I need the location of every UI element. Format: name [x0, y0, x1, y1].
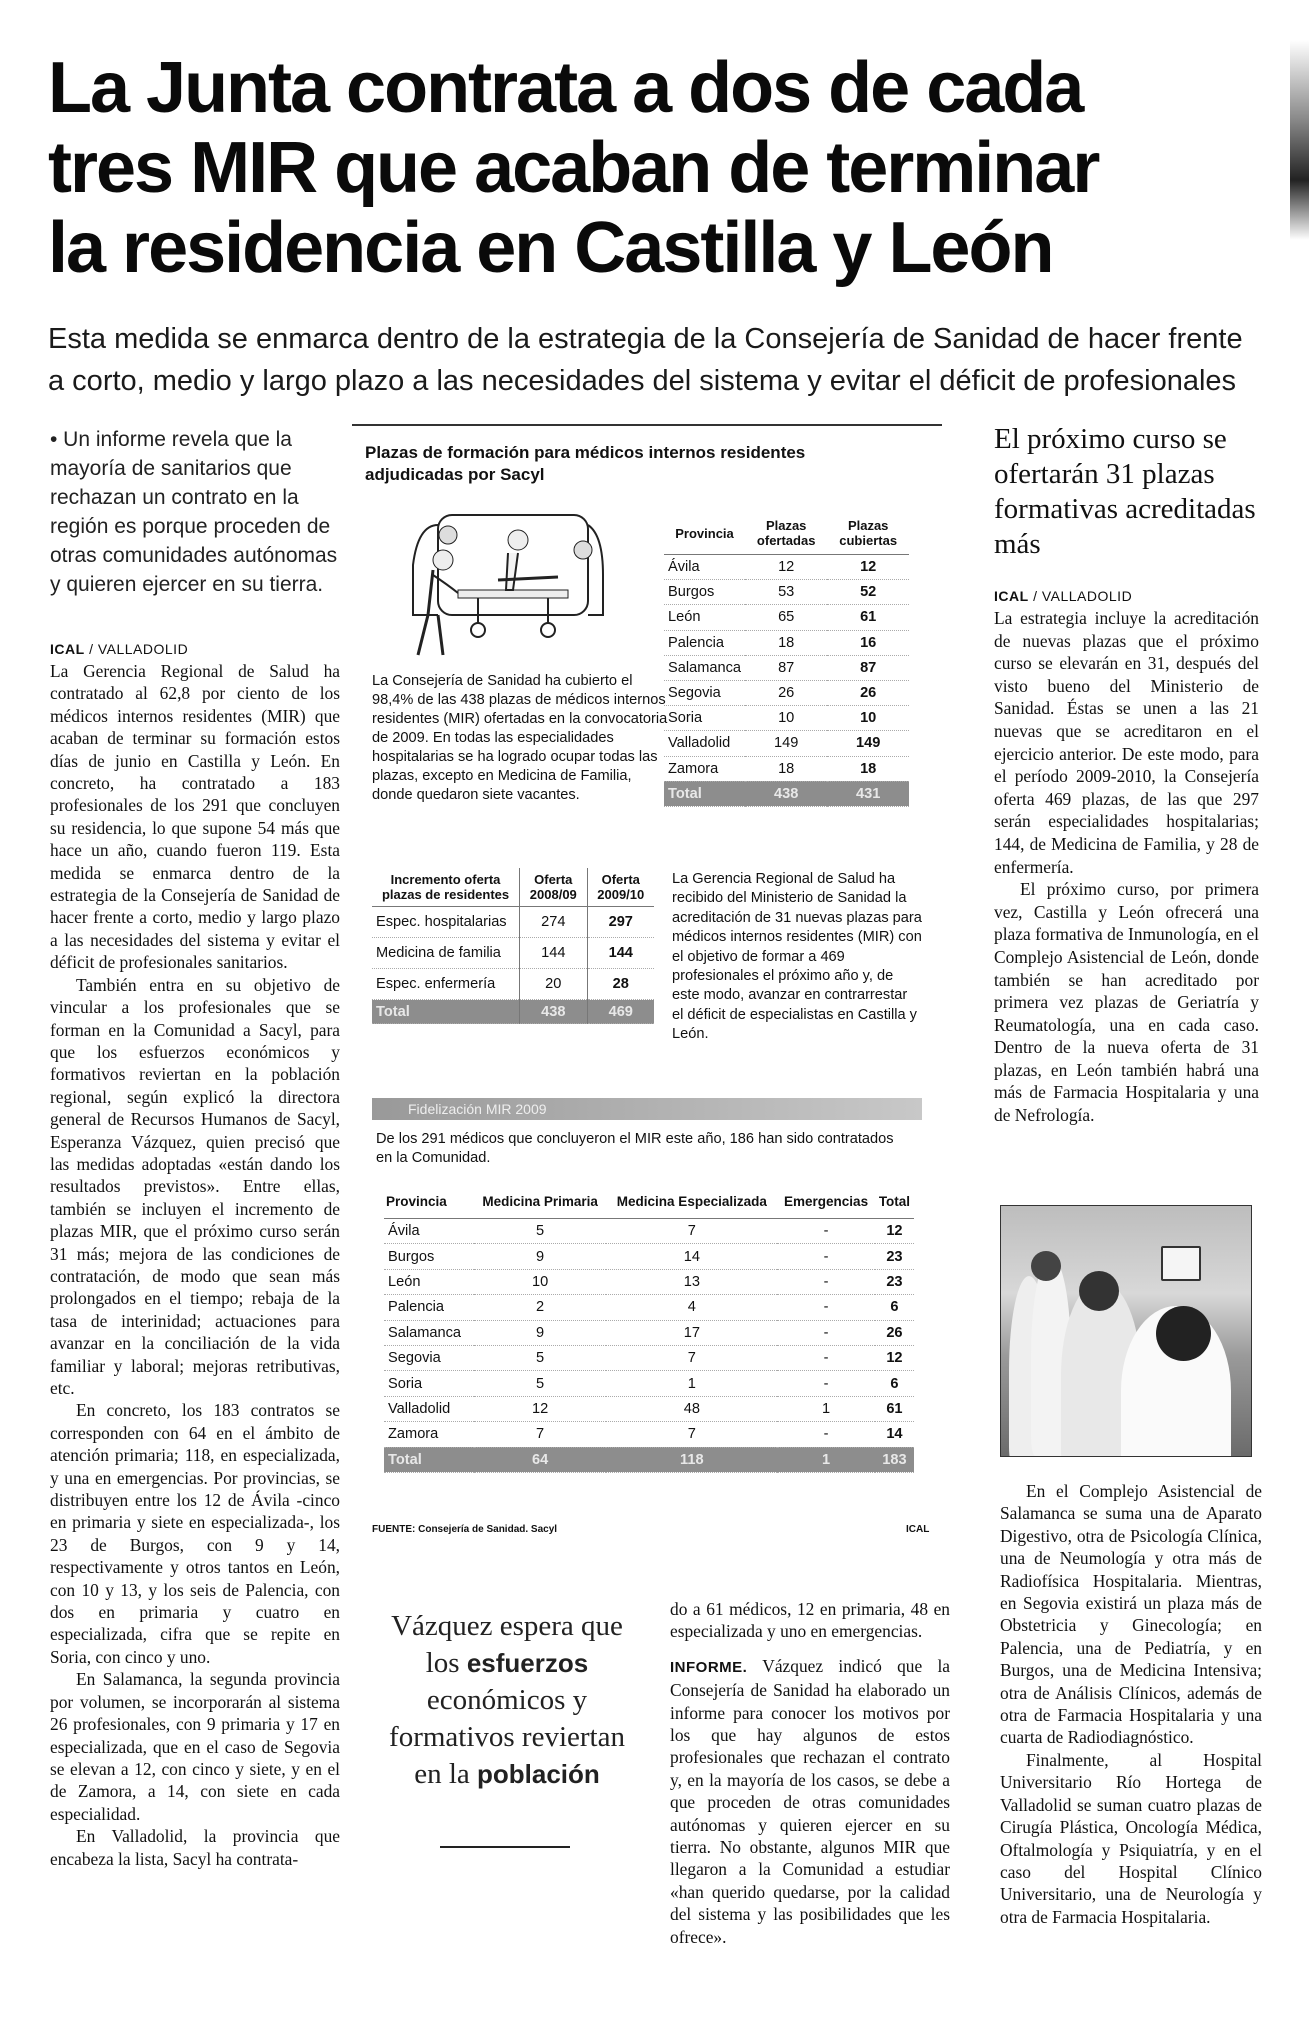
subheadline-line-2: a corto, medio y largo plazo a las necesidades del sistema y evitar el déficit de profesionales: [48, 365, 1237, 397]
sidebar-headline: El próximo curso se ofertarán 31 plazas formativas acreditadas más: [994, 423, 1256, 560]
table-row: [384, 1345, 914, 1370]
table-row: [372, 969, 654, 1000]
byline-agency: ICAL: [50, 641, 85, 657]
headline-line-3: la residencia en Castilla y León: [48, 208, 1053, 288]
total-cell: 1: [777, 1447, 875, 1472]
table-row: [664, 655, 909, 680]
total-cell: 469: [587, 1000, 654, 1024]
table-cell: 149: [827, 731, 909, 756]
row-label: Segovia: [384, 1345, 474, 1370]
table-plazas-por-provincia: [664, 512, 909, 807]
table-cell: 6: [875, 1295, 914, 1320]
column-header: Emergencias: [777, 1186, 875, 1219]
total-cell: 438: [520, 1000, 587, 1024]
table-row: [372, 938, 654, 969]
pull-quote: [372, 1608, 642, 1793]
table-cell: 18: [745, 756, 827, 781]
table-cell: 61: [827, 605, 909, 630]
article-column-1: [50, 425, 340, 1870]
table-total-row: [384, 1447, 914, 1472]
table-cell: 1: [606, 1371, 777, 1396]
table-cell: 28: [587, 969, 654, 1000]
table-cell: 18: [827, 756, 909, 781]
table-cell: 144: [520, 938, 587, 969]
table-cell: -: [777, 1244, 875, 1269]
row-label: Valladolid: [664, 731, 745, 756]
total-cell: 118: [606, 1447, 777, 1472]
row-label: Burgos: [384, 1244, 474, 1269]
subheadline-line-1: Esta medida se enmarca dentro de la estrategia de la Consejería de Sanidad de hacer frente: [48, 323, 1243, 355]
row-label: Salamanca: [384, 1320, 474, 1345]
table-row: [384, 1422, 914, 1447]
row-label: Ávila: [664, 555, 745, 580]
headline: [48, 48, 1248, 288]
table-cell: 23: [875, 1269, 914, 1294]
table-cell: 10: [474, 1269, 607, 1294]
column-header: Oferta 2008/09: [520, 868, 587, 907]
column-header: Plazas ofertadas: [745, 512, 827, 555]
table-header-row: [664, 512, 909, 555]
table-cell: 23: [875, 1244, 914, 1269]
total-label: Total: [664, 781, 745, 806]
row-label: Segovia: [664, 680, 745, 705]
paragraph: El próximo curso, por primera vez, Castilla y León ofrecerá una plaza formativa de Inmunología, en el Complejo Asistencial de León, donde también se han acreditado por primera vez plazas de Geriatría y Reumatología, una en cada caso. Dentro de la nueva oferta de 31 plazas, en León también habrá una más de Farmacia Hospitalaria y una de Nefrología.: [994, 879, 1259, 1126]
table-cell: 144: [587, 938, 654, 969]
table-header-row: [372, 868, 654, 907]
infographic-text-contracts: De los 291 médicos que concluyeron el MIR este año, 186 han sido contratados en la Comunidad.: [376, 1131, 894, 1166]
table-cell: 87: [745, 655, 827, 680]
paragraph-text: Vázquez indicó que la Consejería de Sanidad ha elaborado un informe para conocer los motivos por los que hay algunos de estos profesionales que rechazan el contrato y, en la mayoría de los casos, se debe a que proceden de otras comunidades autónomas y quieren ejercer en su tierra. No obstante, algunos MIR que llegaron a la Comunidad a estudiar «han querido quedarse, por la calidad del sistema y las posibilidades que les ofrece».: [670, 1655, 950, 1947]
article-body: [50, 660, 340, 1870]
row-label: Espec. enfermería: [372, 969, 520, 1000]
table-cell: 12: [875, 1345, 914, 1370]
table-cell: 12: [875, 1219, 914, 1244]
infographic-title: Plazas de formación para médicos internos residentes adjudicadas por Sacyl: [365, 443, 806, 484]
article-column-3: [994, 422, 1259, 1127]
row-label: Valladolid: [384, 1396, 474, 1421]
column-header: Medicina Especializada: [606, 1186, 777, 1219]
headline-line-1: La Junta contrata a dos de cada: [48, 48, 1083, 128]
table-cell: 9: [474, 1244, 607, 1269]
table-contratos-por-provincia: [384, 1186, 914, 1473]
table-cell: 12: [745, 555, 827, 580]
byline-place: / VALLADOLID: [1033, 588, 1133, 604]
table-cell: 7: [606, 1219, 777, 1244]
table-cell: 10: [745, 706, 827, 731]
paragraph: do a 61 médicos, 12 en primaria, 48 en especializada y uno en emergencias.: [670, 1599, 950, 1642]
table-cell: 48: [606, 1396, 777, 1421]
pull-quote-emphasis: población: [477, 1759, 600, 1789]
paragraph: En concreto, los 183 contratos se corresponden con 64 en el ámbito de atención primaria; 118, en especializada, y una en emergencias. Por provincias, se distribuyen entre los 12 de Ávila -cinco en primaria y siete en especializada-, los 23 de Burgos, con 9 y 14, respectivamente y otros tantos en León, con 10 y 13, y los seis de Palencia, con dos en primaria y cuatro en especializada, cifra que se repite en Soria, con cinco y uno.: [50, 1400, 340, 1667]
table-cell: 2: [474, 1295, 607, 1320]
table-cell: 5: [474, 1219, 607, 1244]
row-label: León: [384, 1269, 474, 1294]
table-row: [664, 680, 909, 705]
table-row: [384, 1320, 914, 1345]
table-cell: 4: [606, 1295, 777, 1320]
table-cell: -: [777, 1269, 875, 1294]
paragraph: En Salamanca, la segunda provincia por volumen, se incorporarán al sistema 26 profesionales, con 9 primaria y 17 en especializada, que en el caso de Segovia se elevan a 12, con cinco y siete, y en el de Zamora, a 14, con siete en cada especialidad.: [50, 1669, 340, 1824]
table-cell: 26: [875, 1320, 914, 1345]
table-cell: 61: [875, 1396, 914, 1421]
table-cell: 12: [827, 555, 909, 580]
row-label: Burgos: [664, 580, 745, 605]
table-row: [384, 1269, 914, 1294]
table-total-row: [372, 1000, 654, 1024]
table-row: [664, 630, 909, 655]
table-cell: -: [777, 1422, 875, 1447]
subheadline: [48, 318, 1268, 402]
table-row: [664, 555, 909, 580]
table-cell: 65: [745, 605, 827, 630]
table-total-row: [664, 781, 909, 806]
table-cell: 16: [827, 630, 909, 655]
total-label: Total: [384, 1447, 474, 1472]
paragraph: También entra en su objetivo de vincular a los profesionales que se forman en la Comunidad a Sacyl, para que los esfuerzos económicos y formativos reviertan en la población regional, según explicó la directora general de Recursos Humanos de Sacyl, Esperanza Vázquez, quien precisó que las medidas adoptadas «están dando los resultados previstos». Entre ellas, también se incluyen el incremento de plazas MIR, que el próximo curso serán 31 más; mejora de las condiciones de contratación, de modo que sean más prolongados en el tiempo; rebaja de la tasa de interinidad; actuaciones para avanzar en la conciliación de la vida familiar y laboral; mejoras retributivas, etc.: [50, 974, 340, 1398]
table-row: [664, 605, 909, 630]
table-cell: 10: [827, 706, 909, 731]
table-cell: 13: [606, 1269, 777, 1294]
graphic-agency-credit: ICAL: [906, 1524, 930, 1535]
doctors-photo: [1000, 1205, 1252, 1457]
column-header: Oferta 2009/10: [587, 868, 654, 907]
table-incremento-oferta: [372, 868, 654, 1024]
total-cell: 183: [875, 1447, 914, 1472]
column-header: Total: [875, 1186, 914, 1219]
adjacent-page-edge: [1290, 40, 1309, 240]
pull-quote-emphasis: esfuerzos: [466, 1648, 589, 1678]
lead-summary: • Un informe revela que la mayoría de sanitarios que rechazan un contrato en la región es porque proceden de otras comunidades autónomas y quieren ejercer en su tierra.: [50, 428, 338, 596]
table-cell: 149: [745, 731, 827, 756]
source-credit: FUENTE: Consejería de Sanidad. Sacyl: [372, 1524, 558, 1535]
row-label: Palencia: [664, 630, 745, 655]
row-label: Ávila: [384, 1219, 474, 1244]
table-row: [384, 1295, 914, 1320]
row-label: Palencia: [384, 1295, 474, 1320]
table-row: [664, 580, 909, 605]
total-cell: 438: [745, 781, 827, 806]
table-row: [384, 1219, 914, 1244]
table-cell: 7: [606, 1345, 777, 1370]
table-cell: 26: [745, 680, 827, 705]
row-label: Espec. hospitalarias: [372, 907, 520, 938]
table-cell: 26: [827, 680, 909, 705]
paragraph: En Valladolid, la provincia que encabeza la lista, Sacyl ha contrata-: [50, 1826, 340, 1869]
table-cell: 5: [474, 1345, 607, 1370]
table-cell: -: [777, 1295, 875, 1320]
table-cell: -: [777, 1320, 875, 1345]
article-column-2: [670, 1598, 950, 1948]
row-label: Zamora: [664, 756, 745, 781]
table-cell: 5: [474, 1371, 607, 1396]
table-cell: -: [777, 1371, 875, 1396]
table-row: [664, 706, 909, 731]
table-cell: 12: [474, 1396, 607, 1421]
column-header: Plazas cubiertas: [827, 512, 909, 555]
article-body: [1000, 1480, 1262, 1928]
row-label: Soria: [664, 706, 745, 731]
row-label: León: [664, 605, 745, 630]
table-cell: 18: [745, 630, 827, 655]
paragraph: En el Complejo Asistencial de Salamanca se suma una de Aparato Digestivo, otra de Psicología Clínica, una de Neumología y otra más de Radiofísica Hospitalaria. Mientras, en Segovia existirá un plaza más de Obstetricia y Ginecología; en Palencia, una de Pediatría, y en Burgos, una de Medicina Intensiva; otra de Análisis Clínicos, además de otra de Farmacia Hospitalaria y una cuarta de Radiodiagnóstico.: [1000, 1481, 1262, 1748]
table-cell: 1: [777, 1396, 875, 1421]
article-body: [994, 607, 1259, 1127]
pull-quote-rule: [440, 1846, 570, 1848]
table-cell: 7: [474, 1422, 607, 1447]
table-cell: 14: [606, 1244, 777, 1269]
table-header-row: [384, 1186, 914, 1219]
row-label: Salamanca: [664, 655, 745, 680]
row-label: Zamora: [384, 1422, 474, 1447]
byline: [50, 641, 340, 657]
paragraph: [670, 1655, 950, 1948]
infographic-text-accreditation: La Gerencia Regional de Salud ha recibido del Ministerio de Sanidad la acreditación de 31 nuevas plazas para médicos internos residentes (MIR) con el objetivo de formar a 469 profesionales el próximo año y, de este modo, avanzar en contrarrestar el déficit de especialistas en Castilla y León.: [672, 871, 922, 1043]
section-bar-fidelizacion: Fidelización MIR 2009: [372, 1098, 922, 1120]
pull-quote-part: económicos y formativos reviertan en la: [389, 1684, 625, 1790]
table-row: [384, 1396, 914, 1421]
total-label: Total: [372, 1000, 520, 1024]
total-cell: 64: [474, 1447, 607, 1472]
paragraph: La Gerencia Regional de Salud ha contratado al 62,8 por ciento de los médicos internos residentes (MIR) que acaban de terminar su formación estos días de junio en Castilla y León. En concreto, ha contratado a 183 profesionales de los 291 que concluyen su residencia, lo que supone 54 más que hace un año, cuando fueron 119. Esta medida se enmarca dentro de la estrategia de la Consejería de Sanidad de hacer frente a corto, medio y largo plazo a las necesidades del sistema y evitar el déficit de profesionales sanitarios.: [50, 661, 340, 973]
table-row: [384, 1371, 914, 1396]
byline: [994, 588, 1259, 604]
table-cell: 9: [474, 1320, 607, 1345]
total-cell: 431: [827, 781, 909, 806]
column-header: Medicina Primaria: [474, 1186, 607, 1219]
infographic-text-coverage: La Consejería de Sanidad ha cubierto el 98,4% de las 438 plazas de médicos internos residentes (MIR) ofertadas en la convocatoria de 2009. En todas las especialidades hospitalarias se ha logrado ocupar todas las plazas, excepto en Medicina de Familia, donde quedaron siete vacantes.: [372, 673, 668, 803]
paragraph: Finalmente, al Hospital Universitario Río Hortega de Valladolid se suman cuatro plazas de Cirugía Plástica, Oncología Médica, Oftalmología y Psiquiatría, y en el caso del Hospital Clínico Universitario, una de Neurología y otra de Farmacia Hospitalaria.: [1000, 1749, 1262, 1927]
table-cell: -: [777, 1219, 875, 1244]
column-header: Provincia: [384, 1186, 474, 1219]
table-cell: 6: [875, 1371, 914, 1396]
table-cell: 14: [875, 1422, 914, 1447]
table-cell: 20: [520, 969, 587, 1000]
row-label: Soria: [384, 1371, 474, 1396]
table-cell: -: [777, 1345, 875, 1370]
table-row: [372, 907, 654, 938]
byline-place: / VALLADOLID: [89, 641, 189, 657]
table-cell: 17: [606, 1320, 777, 1345]
table-cell: 53: [745, 580, 827, 605]
pull-quote-part: Vázquez espera que los: [391, 1610, 623, 1679]
byline-agency: ICAL: [994, 588, 1029, 604]
row-label: Medicina de familia: [372, 938, 520, 969]
paragraph: La estrategia incluye la acreditación de nuevas plazas que el próximo curso se elevarán en 31, después del visto bueno del Ministerio de Sanidad. Éstas se unen a las 21 nuevas que se acreditaron en el ejercicio anterior. De este modo, para el período 2009-2010, la Consejería oferta 469 plazas, de las que 297 serán especialidades hospitalarias; 144, de Medicina de Familia, y 28 de enfermería.: [994, 608, 1259, 877]
table-cell: 87: [827, 655, 909, 680]
article-body: [670, 1598, 950, 1948]
table-row: [384, 1244, 914, 1269]
column-header: Provincia: [664, 512, 745, 555]
article-column-3-continued: [1000, 1480, 1262, 1928]
column-header: Incremento oferta plazas de residentes: [372, 868, 520, 907]
headline-line-2: tres MIR que acaban de terminar: [48, 128, 1099, 208]
table-cell: 52: [827, 580, 909, 605]
table-cell: 7: [606, 1422, 777, 1447]
ambulance-stretcher-illustration: [398, 505, 608, 665]
table-cell: 297: [587, 907, 654, 938]
section-label: INFORME.: [670, 1658, 748, 1676]
table-row: [664, 756, 909, 781]
table-cell: 274: [520, 907, 587, 938]
table-row: [664, 731, 909, 756]
